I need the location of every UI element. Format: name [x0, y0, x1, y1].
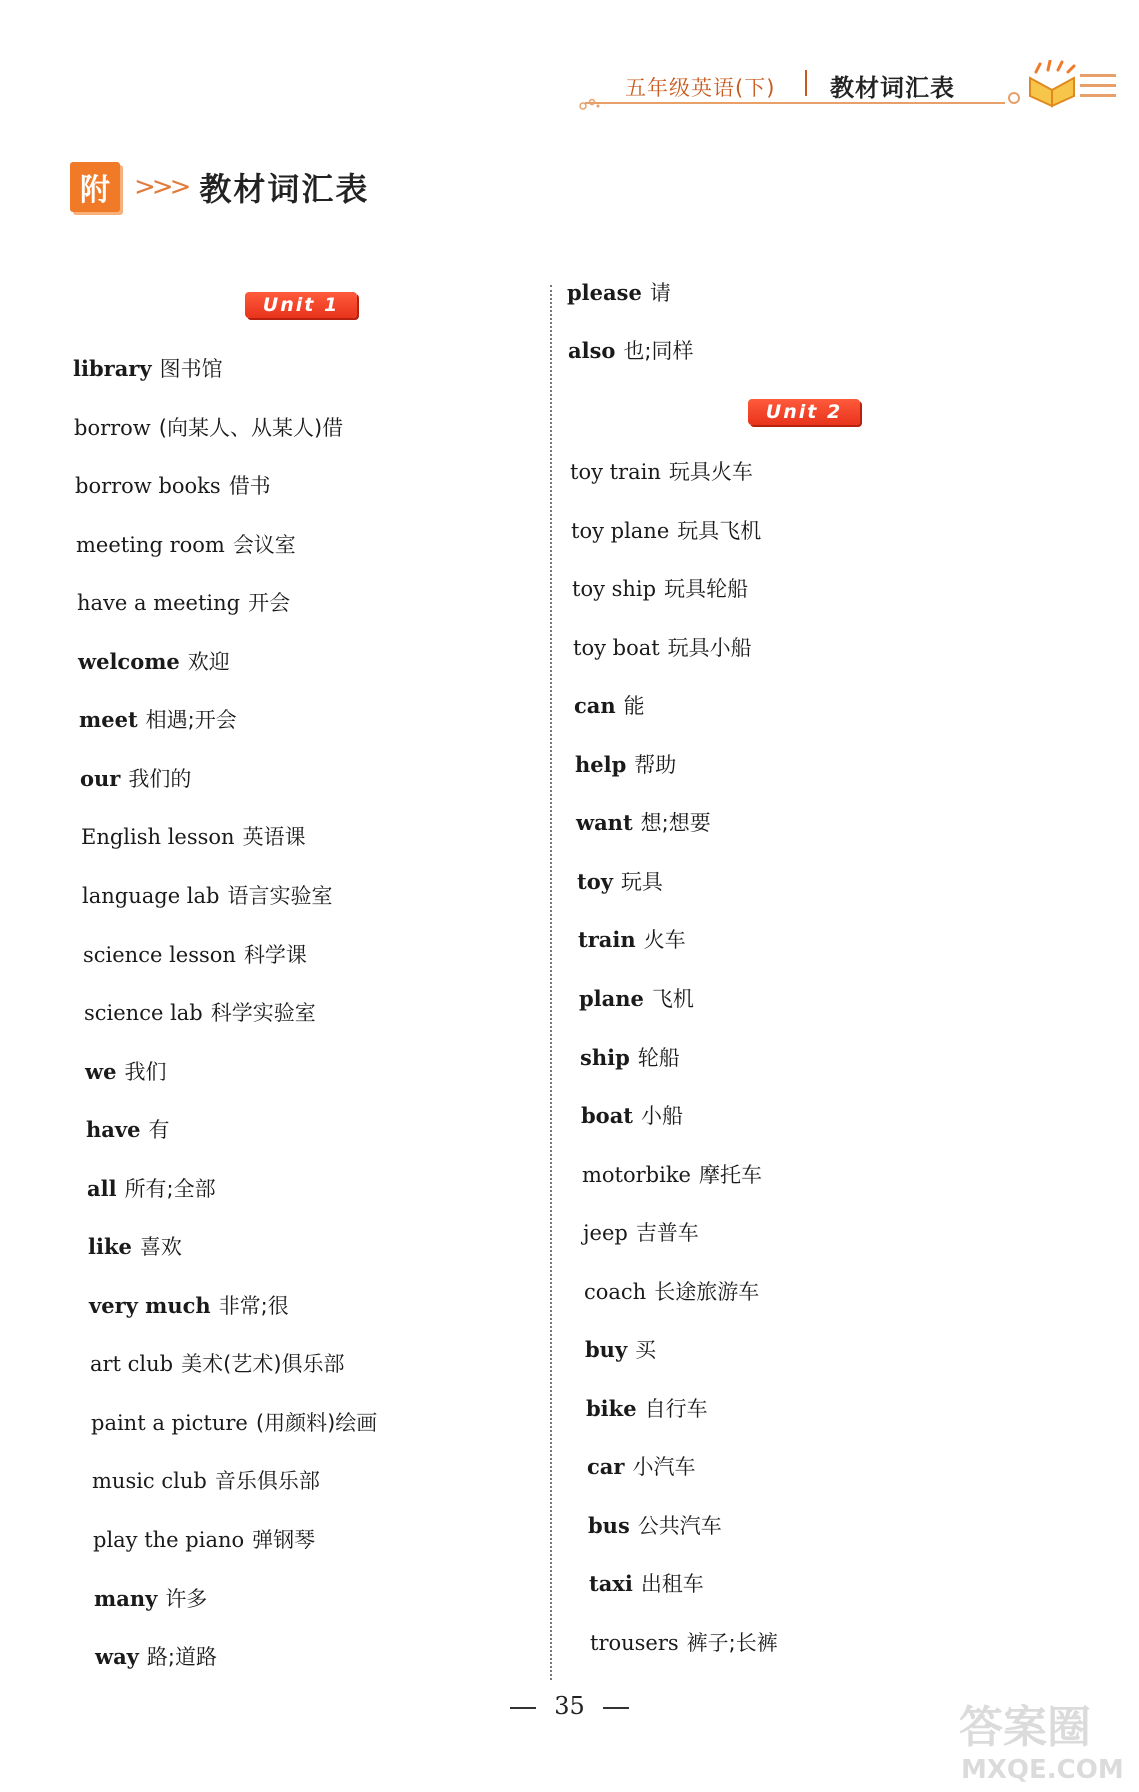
column-divider: [550, 285, 552, 1680]
vocab-chinese: 想;想要: [640, 811, 711, 835]
vocab-chinese: 借书: [228, 474, 271, 498]
vocab-item: [73, 355, 223, 383]
vocab-english: our: [80, 766, 121, 791]
chevrons-icon: >>>: [134, 172, 188, 202]
page-dash-left: [510, 1707, 536, 1709]
vocab-english: toy train: [570, 460, 661, 484]
vocab-chinese: 火车: [643, 928, 686, 952]
vocab-english: buy: [585, 1337, 628, 1362]
vocab-item: [75, 472, 271, 500]
vocab-item: [575, 751, 676, 779]
vocab-english: meet: [79, 707, 138, 732]
vocab-item: [83, 941, 307, 969]
vocab-item: [590, 1629, 778, 1657]
vocab-english: jeep: [583, 1221, 628, 1245]
vocab-chinese: 玩具小船: [667, 636, 752, 660]
appendix-badge: 附: [70, 162, 120, 212]
header-title: 教材词汇表: [830, 74, 955, 102]
vocab-item: [581, 1102, 683, 1130]
vocab-chinese: 路;道路: [146, 1645, 217, 1669]
vocab-item: [588, 1512, 722, 1540]
vocab-english: want: [576, 810, 633, 835]
vocab-item: [79, 706, 237, 734]
vocab-item: [586, 1395, 708, 1423]
vocab-english: meeting room: [76, 533, 225, 557]
vocab-item: [587, 1453, 695, 1481]
page-number-text: 35: [554, 1692, 585, 1720]
vocab-chinese: 轮船: [637, 1046, 680, 1070]
vocab-item: [84, 999, 316, 1027]
vocab-english: also: [568, 338, 616, 363]
unit-1-badge: Unit 1: [245, 292, 357, 318]
vocab-chinese: 许多: [165, 1587, 208, 1611]
vocab-item: [94, 1585, 207, 1613]
vocab-english: toy boat: [573, 636, 660, 660]
vocab-english: language lab: [82, 884, 220, 908]
vocab-english: very much: [89, 1293, 211, 1318]
vocab-chinese: 非常;很: [218, 1294, 289, 1318]
vocab-item: [571, 517, 761, 545]
vocab-chinese: 所有;全部: [124, 1177, 216, 1201]
vocab-english: toy plane: [571, 519, 670, 543]
vocab-english: play the piano: [93, 1528, 245, 1552]
vocab-item: [77, 589, 290, 617]
vocab-chinese: 有: [148, 1118, 170, 1142]
vocab-chinese: 玩具火车: [668, 460, 753, 484]
page-dash-right: [603, 1707, 629, 1709]
vocab-chinese: 吉普车: [635, 1221, 699, 1245]
vocab-english: bike: [586, 1396, 637, 1421]
vocab-item: [570, 458, 753, 486]
vocab-item: [567, 279, 671, 307]
vocab-chinese: 我们: [124, 1060, 167, 1084]
vocab-chinese: 欢迎: [187, 650, 230, 674]
vocab-english: all: [87, 1176, 117, 1201]
vocab-english: trousers: [590, 1631, 679, 1655]
vocab-chinese: 飞机: [651, 987, 694, 1011]
vocab-item: [85, 1058, 166, 1086]
vocab-item: [80, 765, 191, 793]
vocab-item: [91, 1409, 377, 1437]
vocab-english: way: [95, 1644, 139, 1669]
vocab-chinese: 英语课: [242, 825, 306, 849]
vocab-item: [95, 1643, 217, 1671]
vocab-english: car: [587, 1454, 625, 1479]
vocab-chinese: 我们的: [128, 767, 192, 791]
vocab-chinese: 弹钢琴: [252, 1528, 316, 1552]
vocab-chinese: 买: [635, 1338, 657, 1362]
vocab-item: [583, 1219, 699, 1247]
watermark-text: 答案圈: [959, 1702, 1091, 1753]
vocab-english: bus: [588, 1513, 630, 1538]
vocab-item: [574, 692, 645, 720]
header-grade: 五年级英语(下): [625, 76, 776, 100]
vocab-chinese: 能: [623, 694, 645, 718]
vocab-chinese: 科学实验室: [210, 1001, 316, 1025]
open-book-icon: [1000, 60, 1120, 110]
vocab-english: train: [578, 927, 636, 952]
watermark-url: MXQE.COM: [961, 1755, 1124, 1785]
vocab-english: please: [567, 280, 642, 305]
vocab-english: like: [88, 1234, 132, 1259]
vocab-chinese: 小船: [641, 1104, 683, 1128]
vocab-item: [577, 868, 663, 896]
vocab-item: [582, 1161, 762, 1189]
vocab-english: boat: [581, 1103, 633, 1128]
vocab-english: borrow: [74, 416, 151, 440]
vocab-chinese: (用颜料)绘画: [255, 1411, 378, 1435]
vocab-english: paint a picture: [91, 1411, 248, 1435]
vocab-item: [78, 648, 230, 676]
vocab-item: [580, 1044, 680, 1072]
vocab-chinese: 相遇;开会: [145, 708, 237, 732]
vocab-english: ship: [580, 1045, 630, 1070]
vocab-item: [573, 634, 752, 662]
vocab-english: science lab: [84, 1001, 203, 1025]
vocab-item: [576, 809, 711, 837]
page-header: [585, 60, 1125, 120]
vocab-item: [585, 1336, 656, 1364]
section-title: 教材词汇表: [199, 170, 370, 208]
watermark-logo: [955, 1690, 1130, 1785]
vocab-chinese: 语言实验室: [227, 884, 333, 908]
unit-2-badge: Unit 2: [748, 399, 860, 425]
vocab-item: [86, 1116, 169, 1144]
vocab-chinese: 自行车: [644, 1397, 708, 1421]
vocab-english: borrow books: [75, 474, 221, 498]
vocab-chinese: 科学课: [243, 943, 307, 967]
vocab-chinese: 音乐俱乐部: [214, 1469, 320, 1493]
vocab-english: toy: [577, 869, 613, 894]
vocab-chinese: 会议室: [232, 533, 296, 557]
vocab-english: coach: [584, 1280, 647, 1304]
vocab-item: [568, 337, 694, 365]
vocab-chinese: 喜欢: [139, 1235, 182, 1259]
vocab-chinese: 裤子;长裤: [686, 1631, 778, 1655]
vocab-chinese: 摩托车: [699, 1163, 762, 1187]
vocab-chinese: 玩具轮船: [664, 577, 749, 601]
vocab-chinese: 玩具: [620, 870, 663, 894]
vocab-item: [74, 414, 343, 442]
vocab-english: welcome: [78, 649, 180, 674]
section-heading: [70, 162, 369, 212]
vocab-english: taxi: [589, 1571, 633, 1596]
vocab-item: [589, 1570, 704, 1598]
vocab-chinese: 开会: [248, 591, 291, 615]
vocab-chinese: (向某人、从某人)借: [158, 416, 344, 440]
vocab-item: [572, 575, 748, 603]
vocab-item: [89, 1292, 289, 1320]
vocab-chinese: 帮助: [634, 753, 677, 777]
vocab-chinese: 玩具飞机: [677, 519, 762, 543]
vocab-english: library: [73, 356, 152, 381]
vocab-english: have: [86, 1117, 141, 1142]
vocab-chinese: 图书馆: [159, 357, 223, 381]
vocab-english: art club: [90, 1352, 174, 1376]
vocab-chinese: 美术(艺术)俱乐部: [181, 1352, 345, 1376]
vocab-chinese: 出租车: [640, 1572, 704, 1596]
vocab-chinese: 长途旅游车: [654, 1280, 760, 1304]
vocab-english: science lesson: [83, 943, 236, 967]
vocab-item: [87, 1175, 216, 1203]
vocab-english: toy ship: [572, 577, 657, 601]
vocab-english: many: [94, 1586, 158, 1611]
vocab-english: help: [575, 752, 627, 777]
vocab-item: [81, 823, 306, 851]
vocab-english: can: [574, 693, 616, 718]
header-separator: [805, 70, 807, 96]
vocab-english: have a meeting: [77, 591, 241, 615]
vocab-chinese: 请: [649, 281, 671, 305]
vocab-item: [82, 882, 332, 910]
vocab-item: [88, 1233, 182, 1261]
vocab-chinese: 小汽车: [632, 1455, 696, 1479]
vocab-item: [579, 985, 694, 1013]
vocab-chinese: 公共汽车: [637, 1514, 722, 1538]
vocab-item: [584, 1278, 759, 1306]
vocab-item: [92, 1467, 320, 1495]
vocab-item: [578, 926, 686, 954]
vocab-english: we: [85, 1059, 117, 1084]
vocab-english: plane: [579, 986, 644, 1011]
vocab-item: [76, 531, 296, 559]
vocab-english: English lesson: [81, 825, 235, 849]
vocab-item: [90, 1350, 345, 1378]
vocab-english: motorbike: [582, 1163, 691, 1187]
vocab-item: [93, 1526, 315, 1554]
vocab-english: music club: [92, 1469, 207, 1493]
vocab-chinese: 也;同样: [623, 339, 694, 363]
